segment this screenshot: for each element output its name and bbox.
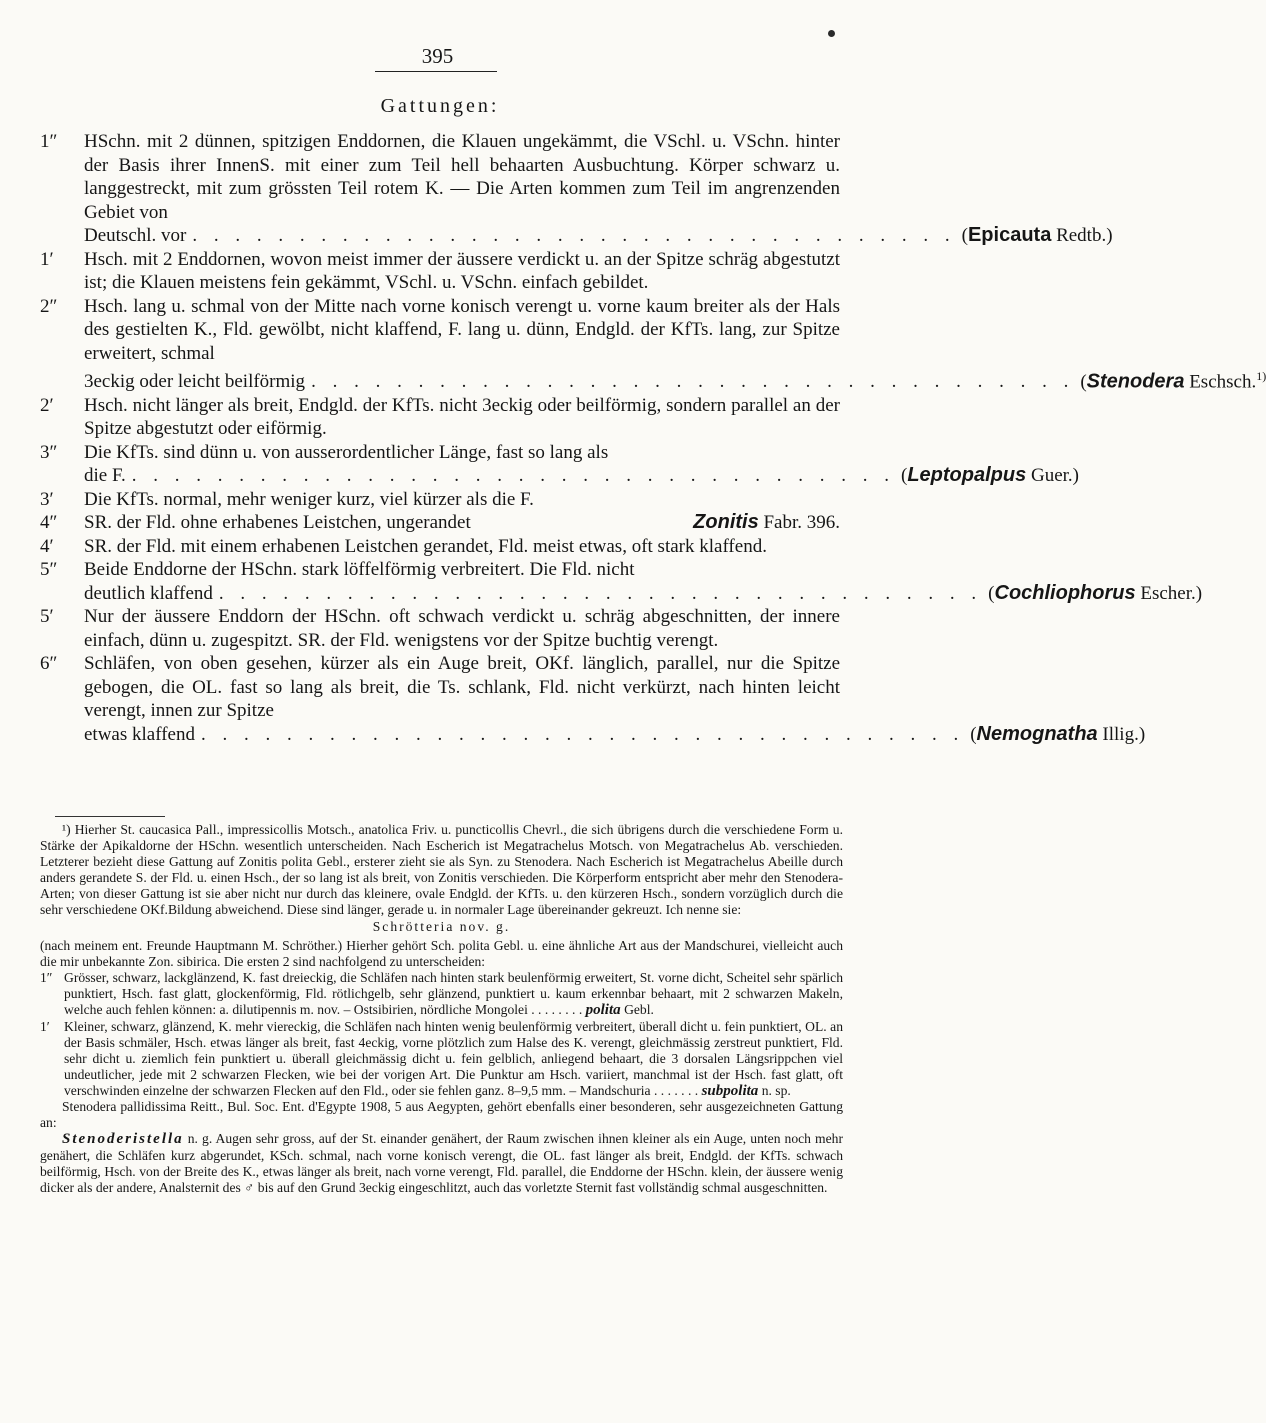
couplet-text: Hsch. lang u. schmal von der Mitte nach vorne konisch verengt u. vorne kaum breiter als der Hals des gestielten K., Fld. gewölbt, nicht klaffend, F. lang u. dünn, Endgld. der KfTs. lang, zur Spitze erweitert, schmal <box>84 295 840 364</box>
species-author: Gebl. <box>624 1001 654 1017</box>
couplet-text: Beide Enddorne der HSchn. stark löffelförmig verbreitert. Die Fld. nicht <box>84 559 635 581</box>
key-entry <box>40 295 1266 394</box>
header-rule <box>375 71 497 72</box>
genus-result: (Leptopalpus Guer.) <box>901 464 1079 487</box>
couplet-number: 1′ <box>40 1018 50 1034</box>
leader-text: 3eckig oder leicht beilförmig <box>84 371 306 393</box>
key-entry <box>40 652 1146 746</box>
couplet-text: Nur der äussere Enddorn der HSchn. oft schwach verdickt u. schräg abgeschnitten, der innere einfach, dünn u. zugespitzt. SR. der Fld. wenigstens vor der Spitze buchtig verengt. <box>84 606 840 651</box>
leader-dots: . . . . . . . . . . . . . . . . . . . . . . . . . . . . . . . . . . . . <box>311 371 1075 393</box>
identification-key <box>40 130 1266 746</box>
couplet-text: Kleiner, schwarz, glänzend, K. mehr viereckig, die Schläfen nach hinten wenig beulenförmig verbreitert, überall dicht u. fein punktiert, OL. an der Basis schmäler, Hsch. etwas länger als breit, fast 4eckig, vorne plötzlich zum Halse des K. verengt, gleichmässig zerstreut punktiert, Fld. sehr dicht u. ziemlich fein punktiert u. überall gleichmässig dicht u. fein gelblich, anliegend behaart, die 3 dorsalen Längsrippchen viel undeutlicher, jede mit 2 schwarzen Flecken, wie bei der vorigen Art. Die Punktur am Hsch. variiert, manchmal ist der Hsch. fast glatt, oft verschwinden einzelne der schwarzen Flecken auf den Fld., oder sie fehlen ganz. 8–9,5 mm. – Mandschuria . . . . . . . <box>64 1018 843 1098</box>
genus-name: Stenodera <box>1086 370 1185 393</box>
genus-result: (Epicauta Redtb.) <box>961 224 1113 246</box>
genus-description: n. g. Augen sehr gross, auf der St. einander genähert, der Raum zwischen ihnen kleiner als ein Auge, unten noch mehr genähert, die Schläfen kurz abgerundet, KSch. schmal, nach vorne konisch verengt, die OL. fast länger als breit, Endgld. der KfTs. schwach beilförmig, Hsch. von der Breite des K., etwas länger als breit, nach vorne verengt, Fld. parallel, die Enddorne der HSchn. klein, der äussere wenig dicker als der andere, Analsternit des ♂ bis auf den Grund 3eckig eingeschlitzt, auch das vorletzte Sternit fast vollständig schmal ausgeschnitten. <box>40 1131 843 1195</box>
couplet-text: Grösser, schwarz, lackglänzend, K. fast dreieckig, die Schläfen nach hinten stark beulenförmig erweitert, St. vorne dicht, Scheitel sehr spärlich punktiert, Hsch. fast glatt, glockenförmig, Fld. rötlichgelb, sehr glänzend, punktiert u. kaum erkennbar behaart, mit 2 schwarzen Makeln, welche auch fehlen können: a. dilutipennis m. nov. – Ostsibirien, nördliche Mongolei . . . . . . . . <box>64 970 843 1017</box>
genus-result: (Stenodera Eschsch.$^{1)}$ <box>1080 369 1266 393</box>
leader-text: etwas klaffend <box>84 723 195 745</box>
genus-name: Zonitis <box>693 511 759 534</box>
couplet-text: Schläfen, von oben gesehen, kürzer als ein Auge breit, OKf. länglich, parallel, nur die Spitze gebogen, die OL. fast so lang als breit, die Ts. schlank, Fld. nicht verkürzt, nach hinten leicht verengt, innen zur Spitze <box>84 653 840 722</box>
leader-text: Deutschl. vor <box>84 225 187 246</box>
genus-author: Guer.) <box>1030 465 1079 487</box>
couplet-number: 3″ <box>40 441 58 463</box>
leader-line <box>84 722 1146 747</box>
genus-name: Nemognatha <box>976 722 1098 745</box>
genus-name: Cochliophorus <box>994 581 1136 604</box>
couplet-text: SR. der Fld. ohne erhabenes Leistchen, ungerandet <box>84 512 471 534</box>
genus-author: Illig.) <box>1102 723 1146 745</box>
leader-text: die F. <box>84 465 126 487</box>
couplet-number: 5′ <box>40 606 54 628</box>
couplet-number: 2′ <box>40 394 54 416</box>
ink-speck <box>828 30 835 37</box>
couplet-text: SR. der Fld. mit einem erhabenen Leistchen gerandet, Fld. meist etwas, oft stark klaffend. <box>84 535 767 557</box>
genus-name: Epicauta <box>967 224 1052 246</box>
sub-couplet <box>40 1019 843 1100</box>
genus-result: (Cochliophorus Escher.) <box>988 581 1203 604</box>
couplet-number: 4″ <box>40 512 58 534</box>
leader-line <box>84 224 1113 248</box>
genus-result <box>693 511 840 535</box>
footnote-rule <box>55 816 165 817</box>
leader-line <box>84 464 1079 488</box>
key-entry <box>40 248 840 295</box>
couplet-text: Die KfTs. normal, mehr weniger kurz, viel kürzer als die F. <box>84 488 534 510</box>
genus-author: Redtb.) <box>1056 225 1113 246</box>
couplet-text: Hsch. mit 2 Enddornen, wovon meist immer der äussere verdickt u. an der Spitze schräg abgestutzt ist; die Klauen meistens fein gekämmt, VSchl. u. VSchn. einfach gebildet. <box>84 248 840 293</box>
key-entry <box>40 535 840 559</box>
key-entry <box>40 605 840 652</box>
footnote-paragraph: ¹) Hierher St. caucasica Pall., impressicollis Motsch., anatolica Friv. u. puncticollis Chevrl., die sich übrigens durch die verschiedene Form u. Stärke der Apikaldorne der HSchn. wesentlich unterscheiden. Nach Escherich ist Megatrachelus Motsch. von Megatrachelus Ab. verschieden. Letzterer bezieht diese Gattung auf Zonitis polita Gebl., ersterer zieht sie als Syn. zu Stenodera. Nach Escherich ist Megatrachelus Abeille durch anders gerandete S. der Fld. u. einen Hsch., der so lang ist als breit, von Zonitis verschieden. Die Körperform entspricht aber mehr den Stenodera-Arten; von dieser Gattung ist sie aber nicht nur durch das kleinere, ovale Endgld. der KfTs. u. den kürzeren Hsch., sondern vorzüglich durch die sehr verschiedene OKf.Bildung abweichend. Diese sind länger, gerade u. in normaler Lage übereinander gekreuzt. Ich nenne sie: <box>40 822 843 917</box>
section-heading: Gattungen: <box>380 95 500 117</box>
couplet-number: 1″ <box>40 970 53 986</box>
genus-name: Leptopalpus <box>907 464 1027 487</box>
footnote-marker: 1) <box>1256 369 1266 383</box>
couplet-number: 3′ <box>40 488 54 510</box>
genus-result: (Nemognatha Illig.) <box>970 722 1146 745</box>
footnote-paragraph: Stenodera pallidissima Reitt., Bul. Soc. Ent. d'Egypte 1908, 5 aus Aegypten, gehört ebenfalls einer besonderen, sehr ausgezeichneten Gattung an: <box>40 1099 843 1131</box>
leader-dots: . . . . . . . . . . . . . . . . . . . . . . . . . . . . . . . . . . . . <box>200 723 965 745</box>
key-entry <box>40 441 1079 488</box>
new-genus-heading: Schrötteria nov. g. <box>372 919 511 935</box>
footnote-paragraph <box>40 1131 843 1196</box>
genus-author: Eschsch. <box>1189 371 1257 393</box>
species-name: polita <box>585 1001 621 1018</box>
leader-line <box>84 511 840 535</box>
species-name: subpolita <box>701 1082 759 1099</box>
page-number: 395 <box>421 44 454 68</box>
genus-name: Stenoderistella <box>62 1131 184 1148</box>
key-entry <box>40 511 840 535</box>
key-entry <box>40 558 1203 605</box>
couplet-number: 5″ <box>40 559 58 581</box>
couplet-number: 1″ <box>40 131 58 152</box>
leader-dots: . . . . . . . . . . . . . . . . . . . . . . . . . . . . . . . . . . . . <box>131 465 896 487</box>
leader-line <box>84 581 1203 606</box>
genus-author: Escher.) <box>1140 582 1203 604</box>
leader-text: deutlich klaffend <box>84 582 213 604</box>
couplet-number: 6″ <box>40 653 58 675</box>
key-entry <box>40 394 840 441</box>
key-entry <box>40 130 1113 248</box>
couplet-number: 1′ <box>40 248 54 270</box>
leader-line <box>84 365 1266 394</box>
key-entry <box>40 488 840 512</box>
footnote <box>40 822 843 1196</box>
footnote-paragraph: (nach meinem ent. Freunde Hauptmann M. Schröther.) Hierher gehört Sch. polita Gebl. u. eine ähnliche Art aus der Mandschurei, vielleicht auch die mir unbekannte Zon. sibirica. Die ersten 2 sind nachfolgend zu unterscheiden: <box>40 938 843 970</box>
genus-author: Fabr. 396. <box>763 512 840 534</box>
couplet-text: HSchn. mit 2 dünnen, spitzigen Enddornen, die Klauen ungekämmt, die VSchl. u. VSchn. hinter der Basis ihrer InnenS. mit einer zum Teil hell behaarten Ausbuchtung. Körper schwarz u. langgestreckt, mit zum grössten Teil rotem K. — Die Arten kommen zum Teil im angrenzenden Gebiet von <box>84 131 840 223</box>
couplet-number: 2″ <box>40 295 58 317</box>
leader-dots: . . . . . . . . . . . . . . . . . . . . . . . . . . . . . . . . . . . . <box>192 225 956 246</box>
couplet-text: Hsch. nicht länger als breit, Endgld. der KfTs. nicht 3eckig oder beilförmig, sondern parallel an der Spitze abgestutzt oder eiförmig. <box>84 394 840 440</box>
couplet-text: Die KfTs. sind dünn u. von ausserordentlicher Länge, fast so lang als <box>84 441 609 463</box>
couplet-number: 4′ <box>40 535 54 557</box>
species-author: n. sp. <box>761 1082 791 1098</box>
leader-dots: . . . . . . . . . . . . . . . . . . . . . . . . . . . . . . . . . . . . <box>218 582 983 604</box>
sub-couplet <box>40 970 843 1019</box>
